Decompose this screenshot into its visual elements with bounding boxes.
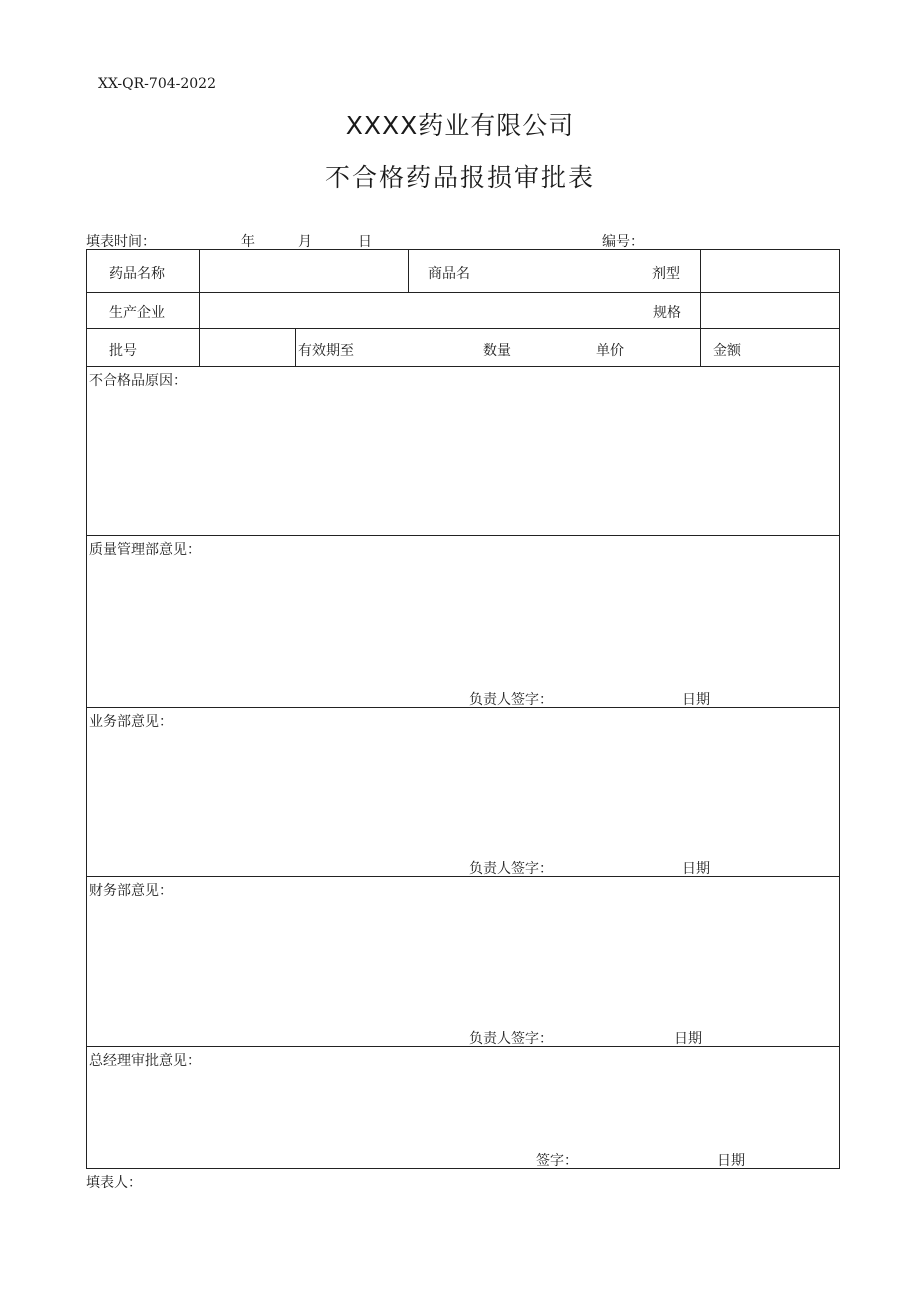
reason-section-label: 不合格品原因： bbox=[89, 373, 187, 389]
business-dept-section-label: 业务部意见： bbox=[89, 714, 173, 730]
quality-dept-section-label: 质量管理部意见： bbox=[89, 542, 201, 558]
gm-approval-section-label: 总经理审批意见： bbox=[89, 1053, 201, 1069]
finance-signer-label: 负责人签字： bbox=[469, 1031, 553, 1047]
column-divider bbox=[295, 328, 296, 366]
gm-date-label: 日期 bbox=[717, 1153, 745, 1169]
quality-date-label: 日期 bbox=[682, 692, 710, 708]
batch-number-label: 批号 bbox=[109, 343, 137, 359]
quantity-label: 数量 bbox=[483, 343, 511, 359]
manufacturer-label: 生产企业 bbox=[109, 305, 165, 321]
gm-signature-label: 签字： bbox=[536, 1153, 578, 1169]
product-name-label: 商品名 bbox=[428, 266, 470, 282]
year-label: 年 bbox=[241, 234, 255, 250]
company-name: XXXX药业有限公司 bbox=[345, 111, 575, 140]
quality-signer-label: 负责人签字： bbox=[469, 692, 553, 708]
approval-form-table bbox=[86, 249, 840, 1169]
amount-label: 金额 bbox=[713, 343, 741, 359]
finance-dept-section-label: 财务部意见： bbox=[89, 883, 173, 899]
form-number-label: 编号： bbox=[602, 234, 644, 250]
row-divider bbox=[87, 366, 839, 367]
business-signer-label: 负责人签字： bbox=[469, 861, 553, 877]
row-divider bbox=[87, 707, 839, 708]
row-divider bbox=[87, 876, 839, 877]
month-label: 月 bbox=[298, 234, 312, 250]
row-divider bbox=[87, 535, 839, 536]
fill-time-label: 填表时间： bbox=[86, 234, 156, 250]
spec-label: 规格 bbox=[653, 305, 681, 321]
day-label: 日 bbox=[358, 234, 372, 250]
drug-name-label: 药品名称 bbox=[109, 266, 165, 282]
dosage-form-label: 剂型 bbox=[652, 266, 680, 282]
finance-date-label: 日期 bbox=[674, 1031, 702, 1047]
row-divider bbox=[87, 1046, 839, 1047]
form-title: 不合格药品报损审批表 bbox=[324, 163, 595, 192]
unit-price-label: 单价 bbox=[596, 343, 624, 359]
column-divider bbox=[700, 250, 701, 366]
form-filler-label: 填表人： bbox=[86, 1175, 142, 1191]
document-code: XX-QR-704-2022 bbox=[98, 76, 216, 92]
column-divider bbox=[408, 250, 409, 292]
column-divider bbox=[199, 250, 200, 366]
expiry-label: 有效期至 bbox=[298, 343, 354, 359]
business-date-label: 日期 bbox=[682, 861, 710, 877]
